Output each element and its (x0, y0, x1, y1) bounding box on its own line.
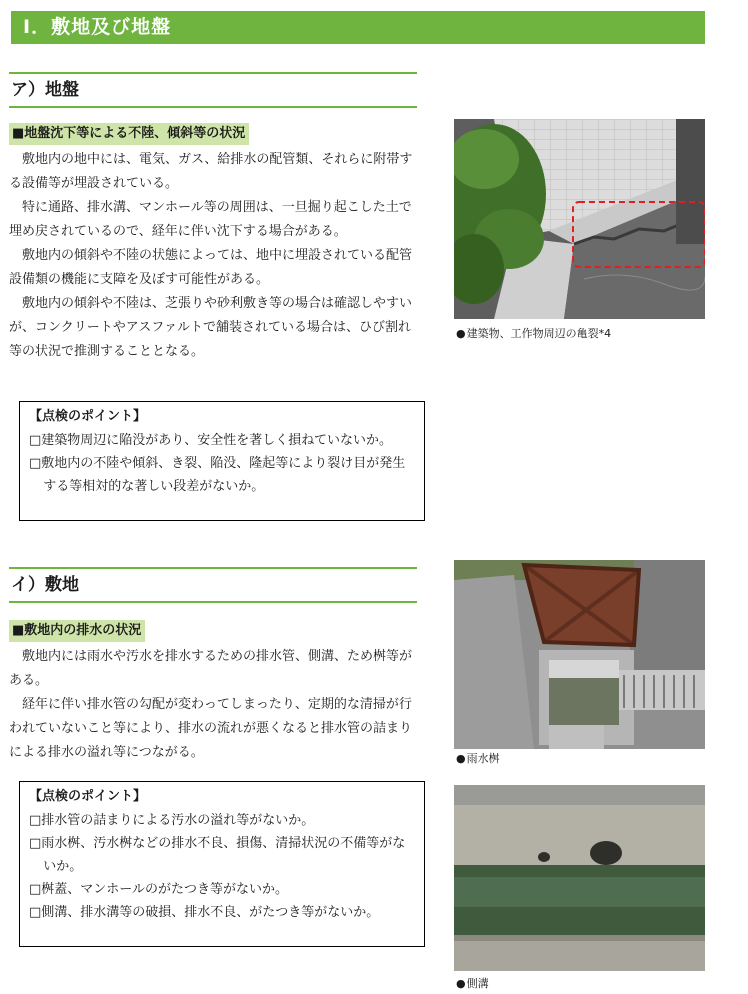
section-b-body (9, 645, 413, 765)
section-a-check-points (19, 401, 425, 521)
check-points-title: 【点検のポイント】 (29, 409, 147, 424)
caption-text: 建築物、工作物周辺の亀裂*4 (466, 327, 612, 340)
section-a-heading: ア）地盤 (9, 72, 417, 108)
paragraph: 敷地内の傾斜や不陸の状態によっては、地中に埋設されている配管設備類の機能に支障を及ぼす可能性がある。 (9, 248, 413, 287)
crack-photo (454, 119, 705, 319)
bullet: ● (456, 752, 466, 765)
chapter-title: Ⅰ．敷地及び地盤 (11, 11, 705, 44)
section-b-heading: イ）敷地 (9, 567, 417, 603)
catch-basin-photo (454, 560, 705, 749)
crack-photo-image (454, 119, 705, 319)
catch-basin-photo-caption (456, 752, 500, 766)
side-ditch-photo-image (454, 785, 705, 971)
section-b-subheading: ■敷地内の排水の状況 (9, 620, 145, 642)
paragraph: 経年に伴い排水管の勾配が変わってしまったり、定期的な清掃が行われていないこと等により、排水の流れが悪くなると排水管の詰まりによる排水の溢れ等につながる。 (9, 697, 413, 760)
catch-basin-photo-image (454, 560, 705, 749)
paragraph: 敷地内の傾斜や不陸は、芝張りや砂利敷き等の場合は確認しやすいが、コンクリートやアスファルトで舗装されている場合は、ひび割れ等の状況で推測することとなる。 (9, 296, 413, 359)
paragraph: 敷地内の地中には、電気、ガス、給排水の配管類、それらに附帯する設備等が埋設されている。 (9, 152, 413, 191)
bullet: ● (456, 327, 466, 340)
paragraph: 特に通路、排水溝、マンホール等の周囲は、一旦掘り起こした土で埋め戻されているので、経年に伴い沈下する場合がある。 (9, 200, 412, 239)
paragraph: 敷地内には雨水や汚水を排水するための排水管、側溝、ため桝等がある。 (9, 649, 413, 688)
crack-photo-caption (456, 327, 611, 341)
side-ditch-photo (454, 785, 705, 971)
bullet: ● (456, 977, 466, 990)
check-point-item: □敷地内の不陸や傾斜、き裂、陥没、隆起等により裂け目が発生する等相対的な著しい段差がないか。 (29, 456, 406, 494)
check-point-item: □側溝、排水溝等の破損、排水不良、がたつき等がないか。 (29, 905, 380, 920)
section-a-subheading: ■地盤沈下等による不陸、傾斜等の状況 (9, 123, 249, 145)
check-point-item: □雨水桝、汚水桝などの排水不良、損傷、清掃状況の不備等がないか。 (29, 836, 406, 874)
caption-text: 雨水桝 (466, 752, 500, 765)
check-point-item: □建築物周辺に陥没があり、安全性を著しく損ねていないか。 (29, 433, 392, 448)
section-b-check-points (19, 781, 425, 947)
section-a-body (9, 148, 413, 364)
check-point-item: □排水管の詰まりによる汚水の溢れ等がないか。 (29, 813, 315, 828)
side-ditch-photo-caption (456, 977, 489, 991)
caption-text: 側溝 (466, 977, 489, 990)
check-point-item: □桝蓋、マンホールのがたつき等がないか。 (29, 882, 289, 897)
check-points-title: 【点検のポイント】 (29, 789, 147, 804)
